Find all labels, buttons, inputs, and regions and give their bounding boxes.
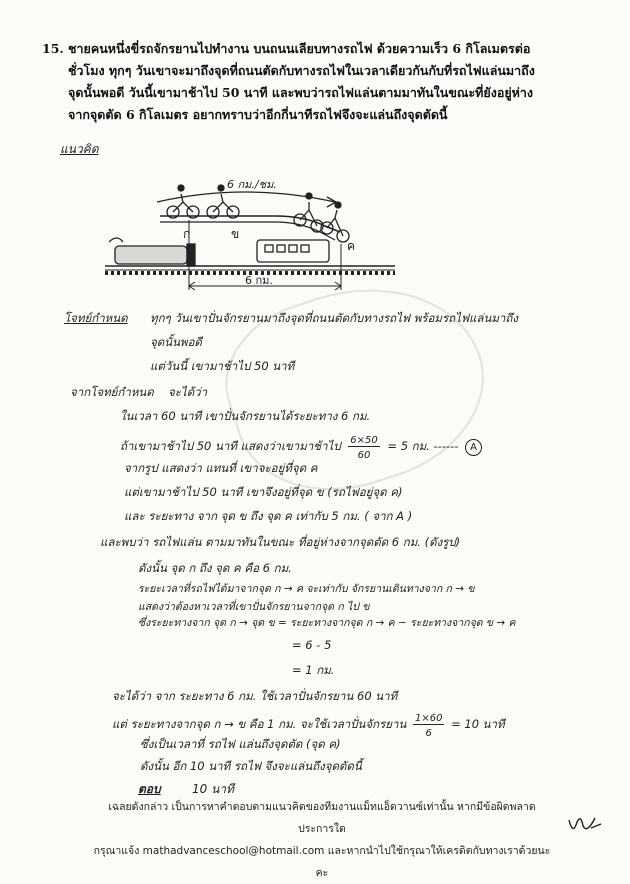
solution-line: จากรูป แสดงว่า แทนที่ เขาจะอยู่ที่จุด ค <box>124 461 318 475</box>
problem-number: 15. <box>42 41 64 56</box>
fraction-numerator: 6×50 <box>350 435 378 446</box>
distance-label: 6 กม. <box>245 274 273 287</box>
bicycle-icon <box>321 202 349 242</box>
answer-label: ตอบ <box>138 782 161 796</box>
point-label-b: ข <box>231 227 240 241</box>
circle-marker: A <box>465 439 482 456</box>
train-diagram <box>95 160 425 310</box>
solution-line: และ ระยะทาง จาก จุด ข ถึง จุด ค เท่ากับ 5 กม. ( จาก A ) <box>124 509 413 523</box>
solution-line: ในเวลา 60 นาที เขาปั่นจักรยานได้ระยะทาง 6 กม. <box>120 409 371 423</box>
solution-line: จะได้ว่า จาก ระยะทาง 6 กม. ใช้เวลาปั่นจักรยาน 60 นาที <box>112 689 398 703</box>
point-label-a: ก <box>183 227 191 241</box>
solution-line: แต่เขามาช้าไป 50 นาที เขาจึงอยู่ที่จุด ข (รถไฟอยู่จุด ค) <box>124 485 403 499</box>
solution-line: ดังนั้น จุด ก ถึง จุด ค คือ 6 กม. <box>138 561 292 575</box>
given-label: โจทย์กำหนด <box>64 311 128 325</box>
solution-text: ถ้าเขามาช้าไป 50 นาที แสดงว่าเขามาช้าไป <box>120 439 341 453</box>
fraction <box>348 432 379 461</box>
footer-line: เฉลยดังกล่าว เป็นการหาคำตอบตามแนวคิดของทีมงานแม็ทแอ็ดวานซ์เท่านั้น หากมีข้อผิดพลาดประการใด <box>108 801 536 835</box>
solution-line: ดังนั้น อีก 10 นาที รถไฟ จึงจะแล่นถึงจุดตัดนี้ <box>140 759 362 773</box>
problem-line: ชายคนหนึ่งขี่รถจักรยานไปทำงาน บนถนนเลียบทางรถไฟ ด้วยความเร็ว 6 กิโลเมตรต่อ <box>68 41 531 56</box>
answer-value: 10 นาที <box>192 782 234 796</box>
given-line: ทุกๆ วันเขาปั่นจักรยานมาถึงจุดที่ถนนตัดกับทางรถไฟ พร้อมรถไฟแล่นมาถึง <box>150 311 518 325</box>
footer-line: กรุณาแจ้ง mathadvanceschool@hotmail.com และหากนำไปใช้กรุณาให้เครดิตกับทางเราด้วยนะคะ <box>93 845 551 879</box>
solution-line: ซึ่งระยะทางจาก จุด ก → จุด ข = ระยะทางจากจุด ก → ค − ระยะทางจากจุด ข → ค <box>138 617 516 629</box>
solution-line: และพบว่า รถไฟแล่น ตามมาทันในขณะ ที่อยู่ห่างจากจุดตัด 6 กม. (ดังรูป) <box>100 535 461 549</box>
solution-line: ระยะเวลาที่รถไฟได้มาจากจุด ก → ค จะเท่ากับ จักรยานเดินทางจาก ก → ข <box>138 583 475 595</box>
solution-heading: แนวคิด <box>60 142 99 156</box>
infer-label: จากโจทย์กำหนด <box>70 385 154 399</box>
solution-line: = 6 - 5 <box>292 638 332 652</box>
solution-line <box>120 432 482 461</box>
speed-label: 6 กม./ชม. <box>227 178 277 191</box>
problem-line: จากจุดตัด 6 กิโลเมตร อยากทราบว่าอีกกี่นาทีรถไฟจึงจะแล่นถึงจุดตัดนี้ <box>68 107 448 122</box>
bicycle-icon <box>167 185 199 218</box>
fraction-numerator: 1×60 <box>414 713 443 724</box>
signature-mark <box>565 810 605 840</box>
solution-line: ซึ่งเป็นเวลาที่ รถไฟ แล่นถึงจุดตัด (จุด ค) <box>140 737 341 751</box>
footer-note <box>92 796 552 884</box>
solution-text: แต่ ระยะทางจากจุด ก → ข คือ 1 กม. จะใช้เวลาปั่นจักรยาน <box>112 717 407 731</box>
fraction <box>413 710 444 739</box>
solution-text: = 5 กม. ------ <box>387 439 459 453</box>
problem-line: ชั่วโมง ทุกๆ วันเขาจะมาถึงจุดที่ถนนตัดกับทางรถไฟในเวลาเดียวกันกับที่รถไฟแล่นมาถึง <box>68 63 535 78</box>
point-label-c: ค <box>347 239 356 253</box>
solution-line: แสดงว่าต้องหาเวลาที่เขาปั่นจักรยานจากจุด ก ไป ข <box>138 601 370 613</box>
given-line: จุดนั้นพอดี <box>150 335 202 349</box>
solution-text: = 10 นาที <box>451 717 505 731</box>
fraction-denominator: 6 <box>425 728 432 739</box>
infer-text: จะได้ว่า <box>168 385 208 399</box>
train-icon <box>109 238 329 266</box>
given-line: แต่วันนี้ เขามาช้าไป 50 นาที <box>150 359 295 373</box>
problem-line: จุดนั้นพอดี วันนี้เขามาช้าไป 50 นาที และพบว่ารถไฟแล่นตามมาทันในขณะที่ยังอยู่ห่าง <box>68 85 534 100</box>
solution-line <box>112 710 505 739</box>
solution-line: = 1 กม. <box>292 663 335 677</box>
fraction-denominator: 60 <box>357 450 371 461</box>
